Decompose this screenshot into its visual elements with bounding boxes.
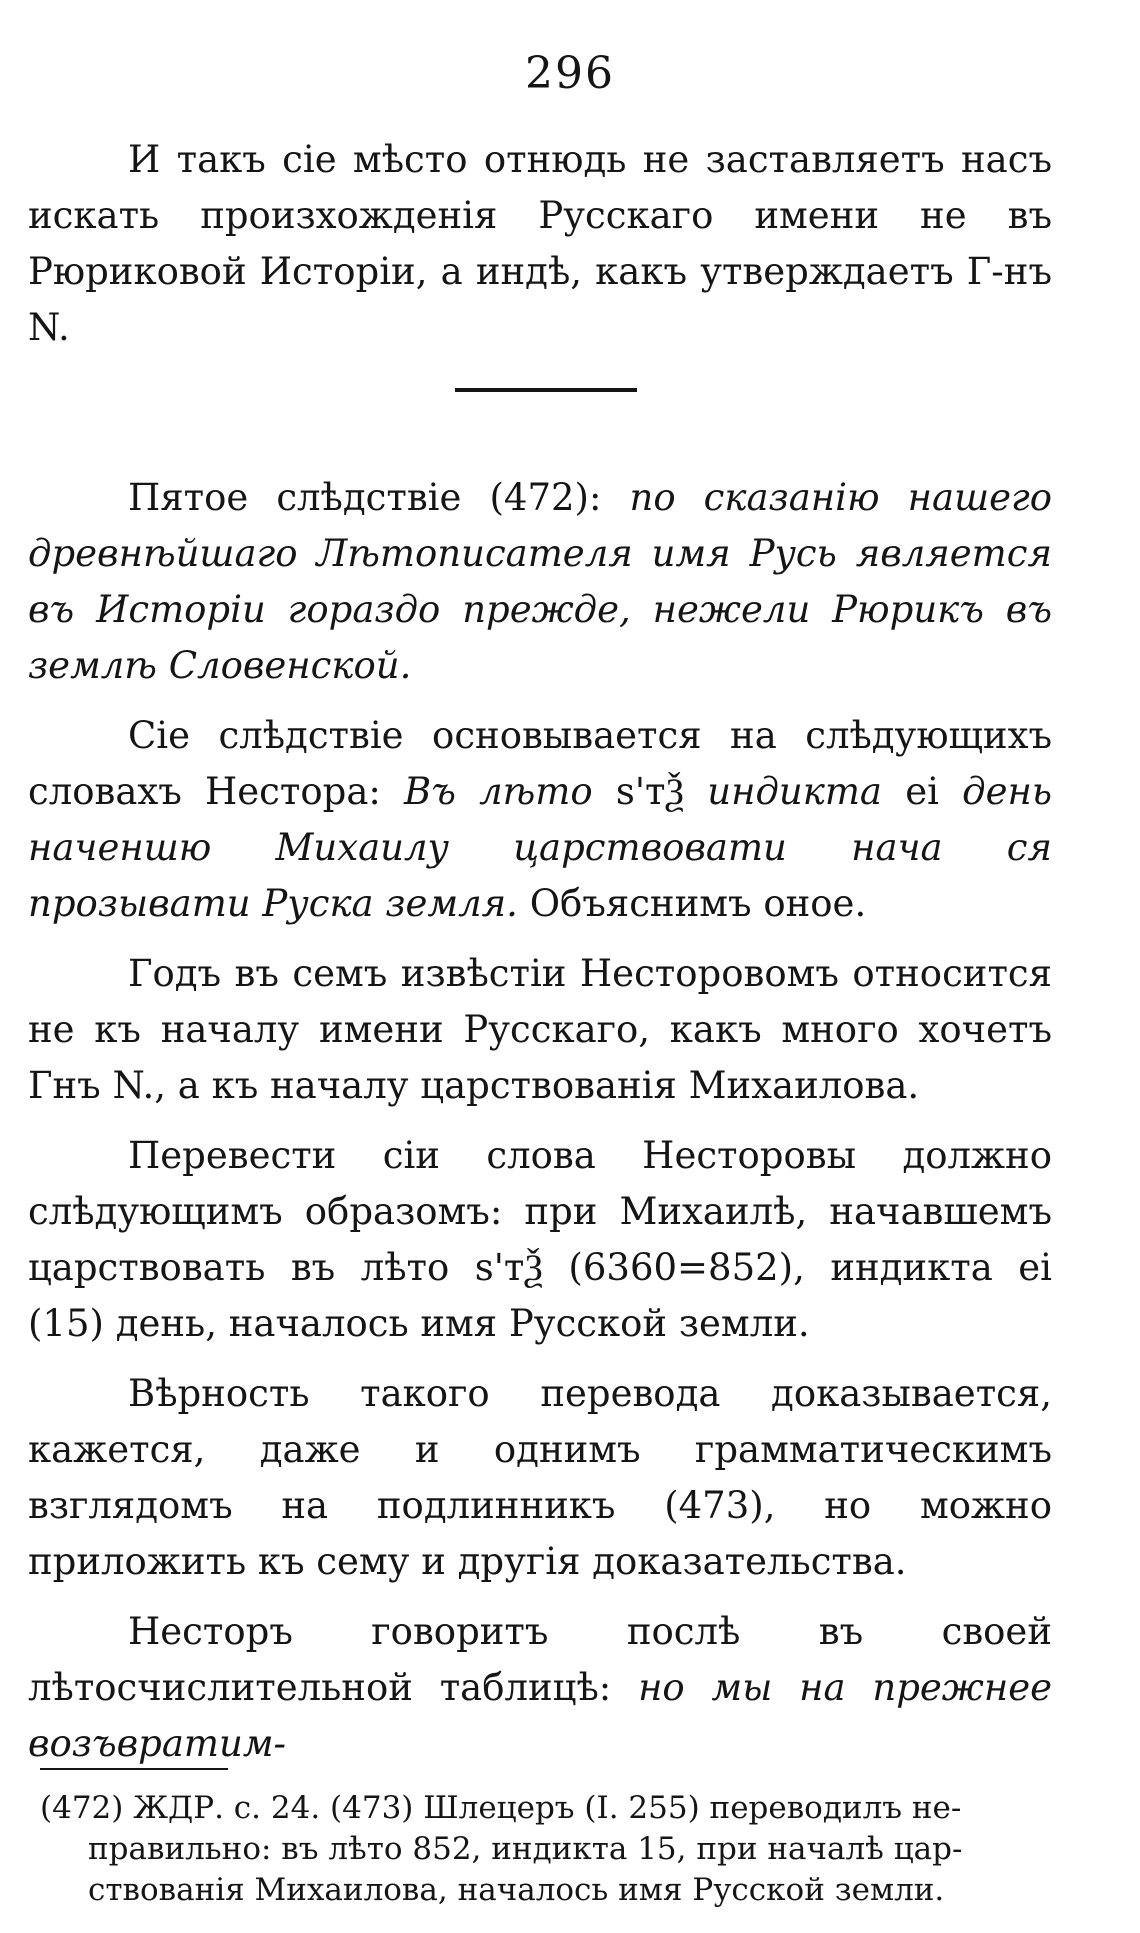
footnote-rule bbox=[40, 1768, 228, 1770]
paragraph-3-year: s'тѮ bbox=[615, 770, 685, 813]
paragraph-1: И такъ сіе мѣсто отнюдь не заставляетъ насъ искать произхожденія Русскаго имени не въ Рюриковой Исторіи, а индѣ, какъ утверждаетъ Г-нъ N. bbox=[28, 138, 1052, 349]
page-number: 296 bbox=[525, 48, 615, 99]
paragraph-6: Вѣрность такого перевода доказывается, кажется, даже и однимъ грамматическимъ взглядомъ на подлинникъ (473), но можно приложить къ сему и другія доказательства. bbox=[28, 1372, 1052, 1583]
divider-spacer bbox=[28, 356, 1052, 470]
section-divider bbox=[455, 388, 637, 392]
paragraph-3-italic-2: индикта bbox=[684, 770, 906, 813]
paragraph-3-italic-3: день наченшю Михаилу царствовати нача ся прозывати Руска земля. bbox=[28, 770, 1052, 925]
paragraph-3-italic-1: Въ лѣто bbox=[404, 770, 616, 813]
paragraph-7 bbox=[28, 1604, 1052, 1772]
paragraph-2-lead: Пятое слѣдствіе (472): bbox=[128, 476, 630, 519]
footnote-line-1: (472) ЖДР. с. 24. (473) Шлецеръ (I. 255) переводилъ не- bbox=[40, 1790, 962, 1826]
paragraph-3 bbox=[28, 708, 1052, 932]
footnote bbox=[40, 1788, 1054, 1911]
paragraph-3-lead: Сіе слѣдствіе основывается на слѣдующихъ словахъ Нестора: bbox=[28, 714, 1052, 813]
paragraph-3-tail: Объяснимъ оное. bbox=[517, 882, 867, 925]
paragraph-3-indikt: еі bbox=[905, 770, 939, 813]
paragraph-2-italic: по сказанію нашего древнѣйшаго Лѣтописателя имя Русь является въ Исторіи гораздо прежде, нежели Рюрикъ въ землѣ Словенской. bbox=[28, 476, 1052, 687]
paragraph-4: Годъ въ семъ извѣстіи Несторовомъ относится не къ началу имени Русскаго, какъ много хочетъ Гнъ N., а къ началу царствованія Михаилова. bbox=[28, 952, 1052, 1107]
paragraph-7-italic: но мы на прежнее возъвратим- bbox=[28, 1666, 1053, 1765]
paragraph-5: Перевести сіи слова Несторовы должно слѣдующимъ образомъ: при Михаилѣ, начавшемъ царствовать въ лѣто s'тѮ (6360=852), индикта еі (15) день, началось имя Русской земли. bbox=[28, 1134, 1052, 1345]
paragraph-2 bbox=[28, 470, 1052, 694]
body-text bbox=[28, 132, 1052, 1786]
footnote-line-2: правильно: въ лѣто 852, индикта 15, при началѣ цар- bbox=[88, 1831, 963, 1867]
paragraph-7-lead: Несторъ говоритъ послѣ въ своей лѣтосчислительной таблицѣ: bbox=[28, 1610, 1052, 1709]
footnote-line-3: ствованія Михаилова, началось имя Русской земли. bbox=[88, 1872, 945, 1908]
